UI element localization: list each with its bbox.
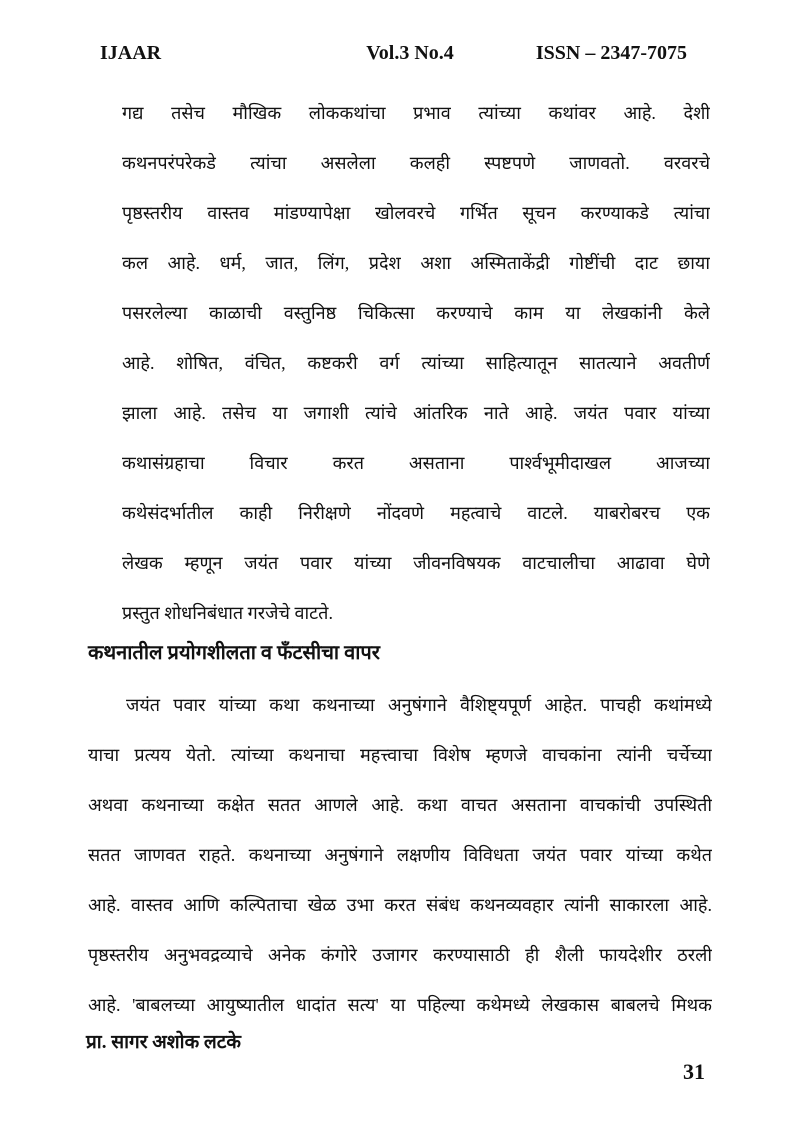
paragraph-line: कथेसंदर्भातील काही निरीक्षणे नोंदवणे महत्वाचे वाटले. याबरोबरच एक [122, 503, 710, 523]
paragraph-line: कथासंग्रहाचा विचार करत असताना पार्श्वभूमीदाखल आजच्या [122, 453, 710, 473]
page-header [0, 42, 800, 68]
paragraph-line: जयंत पवार यांच्या कथा कथनाच्या अनुषंगाने वैशिष्ट्यपूर्ण आहेत. पाचही कथांमध्ये [126, 695, 712, 715]
page-number: 31 [683, 1059, 705, 1084]
paragraph-line: सतत जाणवत राहते. कथनाच्या अनुषंगाने लक्षणीय विविधता जयंत पवार यांच्या कथेत [88, 845, 712, 865]
paragraph-line: आहे. शोषित, वंचित, कष्टकरी वर्ग त्यांच्या साहित्यातून सातत्याने अवतीर्ण [122, 353, 710, 373]
issn-number: ISSN – 2347-7075 [535, 42, 687, 64]
paragraph-line: अथवा कथनाच्या कक्षेत सतत आणले आहे. कथा वाचत असताना वाचकांची उपस्थिती [88, 795, 712, 815]
paragraph-line: याचा प्रत्यय येतो. त्यांच्या कथनाचा महत्त्वाचा विशेष म्हणजे वाचकांना त्यांनी चर्चेच्या [88, 745, 712, 765]
paragraph-line: पृष्ठस्तरीय अनुभवद्रव्याचे अनेक कंगोरे उजागर करण्यासाठी ही शैली फायदेशीर ठरली [88, 945, 712, 965]
paragraph-line: कथनपरंपरेकडे त्यांचा असलेला कलही स्पष्टपणे जाणवतो. वरवरचे [122, 153, 710, 173]
continued-paragraph [122, 88, 710, 638]
paragraph-line: गद्य तसेच मौखिक लोककथांचा प्रभाव त्यांच्या कथांवर आहे. देशी [122, 103, 710, 123]
volume-issue: Vol.3 No.4 [366, 42, 454, 64]
paragraph-line: पृष्ठस्तरीय वास्तव मांडण्यापेक्षा खोलवरचे गर्भित सूचन करण्याकडे त्यांचा [122, 203, 710, 223]
paragraph-line: आहे. 'बाबलच्या आयुष्यातील धादांत सत्य' या पहिल्या कथेमध्ये लेखकास बाबलचे मिथक [88, 995, 712, 1015]
paragraph-line: लेखक म्हणून जयंत पवार यांच्या जीवनविषयक वाटचालीचा आढावा घेणे [122, 553, 710, 573]
paragraph-line: आहे. वास्तव आणि कल्पिताचा खेळ उभा करत संबंध कथनव्यवहार त्यांनी साकारला आहे. [88, 895, 712, 915]
paragraph-line: झाला आहे. तसेच या जगाशी त्यांचे आंतरिक नाते आहे. जयंत पवार यांच्या [122, 403, 710, 423]
paragraph-line: प्रस्तुत शोधनिबंधात गरजेचे वाटते. [122, 603, 333, 623]
section-heading: कथनातील प्रयोगशीलता व फँटसीचा वापर [88, 642, 380, 664]
author-name: प्रा. सागर अशोक लटके [86, 1032, 241, 1053]
section-paragraph [88, 680, 712, 1030]
paragraph-line: कल आहे. धर्म, जात, लिंग, प्रदेश अशा अस्मिताकेंद्री गोष्टींची दाट छाया [122, 253, 710, 273]
paragraph-line: पसरलेल्या काळाची वस्तुनिष्ठ चिकित्सा करण्याचे काम या लेखकांनी केले [122, 303, 710, 323]
journal-name: IJAAR [100, 42, 162, 64]
